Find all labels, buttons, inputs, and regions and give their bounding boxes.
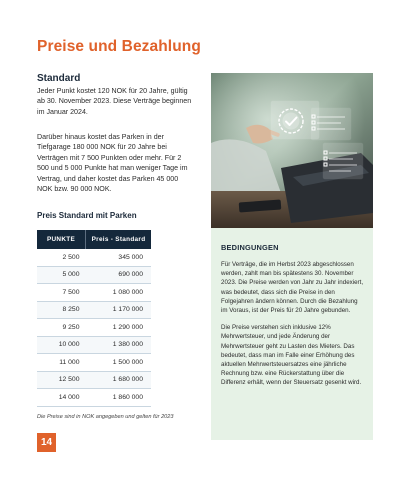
table-row <box>37 354 151 372</box>
conditions-paragraph-1: Für Verträge, die im Herbst 2023 abgeschlossen werden, zahlt man bis spätestens 30. November 2023. Die Preise werden von Jahr zu Jahr indexiert, was bedeutet, dass sich die Preise in den Folgejahren ändern können. Durch die Bezahlung im Voraus, ist der Preis für 20 Jahre gebunden. <box>221 261 364 315</box>
price-table-header-row <box>37 230 151 249</box>
column-header-points: PUNKTE <box>37 230 86 249</box>
standard-paragraph-2: Darüber hinaus kostet das Parken in der Tiefgarage 180 000 NOK für 20 Jahre bei Verträgen mit 7 500 Punkten oder mehr. Für 2 500 und 5 000 Punkte hat man weniger Tage im Vertrag, und daher kostet das Parken 45 000 NOK bzw. 90 000 NOK. <box>37 133 188 194</box>
points-cell: 9 250 <box>37 319 86 337</box>
table-row <box>37 319 151 337</box>
page-number: 14 <box>37 433 56 452</box>
price-cell: 1 080 000 <box>86 284 152 302</box>
page-title: Preise und Bezahlung <box>37 38 201 55</box>
table-row <box>37 371 151 389</box>
price-table-title: Preis Standard mit Parken <box>37 211 137 220</box>
points-cell: 10 000 <box>37 336 86 354</box>
table-row <box>37 389 151 407</box>
points-cell: 5 000 <box>37 266 86 284</box>
conditions-heading: BEDINGUNGEN <box>221 243 279 252</box>
price-cell: 345 000 <box>86 249 152 266</box>
table-row <box>37 301 151 319</box>
points-cell: 2 500 <box>37 249 86 266</box>
price-cell: 690 000 <box>86 266 152 284</box>
checkmark-badge-icon <box>277 107 305 135</box>
conditions-box <box>211 228 373 440</box>
points-cell: 14 000 <box>37 389 86 407</box>
price-cell: 1 680 000 <box>86 371 152 389</box>
table-row <box>37 284 151 302</box>
conditions-paragraph-2: Die Preise verstehen sich inklusive 12% Mehrwertsteuer, und jede Änderung der Mehrwertsteuer geht zu Lasten des Mieters. Das bedeutet, dass man im Falle einer Erhöhung des aktuellen Mehrwertsteuersatzes eine jährliche Rechnung bzw. eine Rückerstattung über die Differenz erhält, wenn der Steuersatz gesenkt wird. <box>221 324 362 387</box>
points-cell: 8 250 <box>37 301 86 319</box>
points-cell: 7 500 <box>37 284 86 302</box>
table-row <box>37 249 151 266</box>
table-row <box>37 266 151 284</box>
price-footnote: Die Preise sind in NOK angegeben und gelten für 2023 <box>37 414 174 420</box>
price-cell: 1 380 000 <box>86 336 152 354</box>
price-cell: 1 500 000 <box>86 354 152 372</box>
table-row <box>37 336 151 354</box>
price-cell: 1 860 000 <box>86 389 152 407</box>
points-cell: 11 000 <box>37 354 86 372</box>
price-cell: 1 170 000 <box>86 301 152 319</box>
price-table <box>37 230 151 407</box>
standard-heading: Standard <box>37 73 81 84</box>
column-header-price: Preis - Standard <box>86 230 152 249</box>
laptop-photo <box>211 73 373 228</box>
standard-paragraph-1: Jeder Punkt kostet 120 NOK für 20 Jahre, gültig ab 30. November 2023. Diese Verträge beginnen im Januar 2024. <box>37 87 192 116</box>
points-cell: 12 500 <box>37 371 86 389</box>
price-cell: 1 290 000 <box>86 319 152 337</box>
